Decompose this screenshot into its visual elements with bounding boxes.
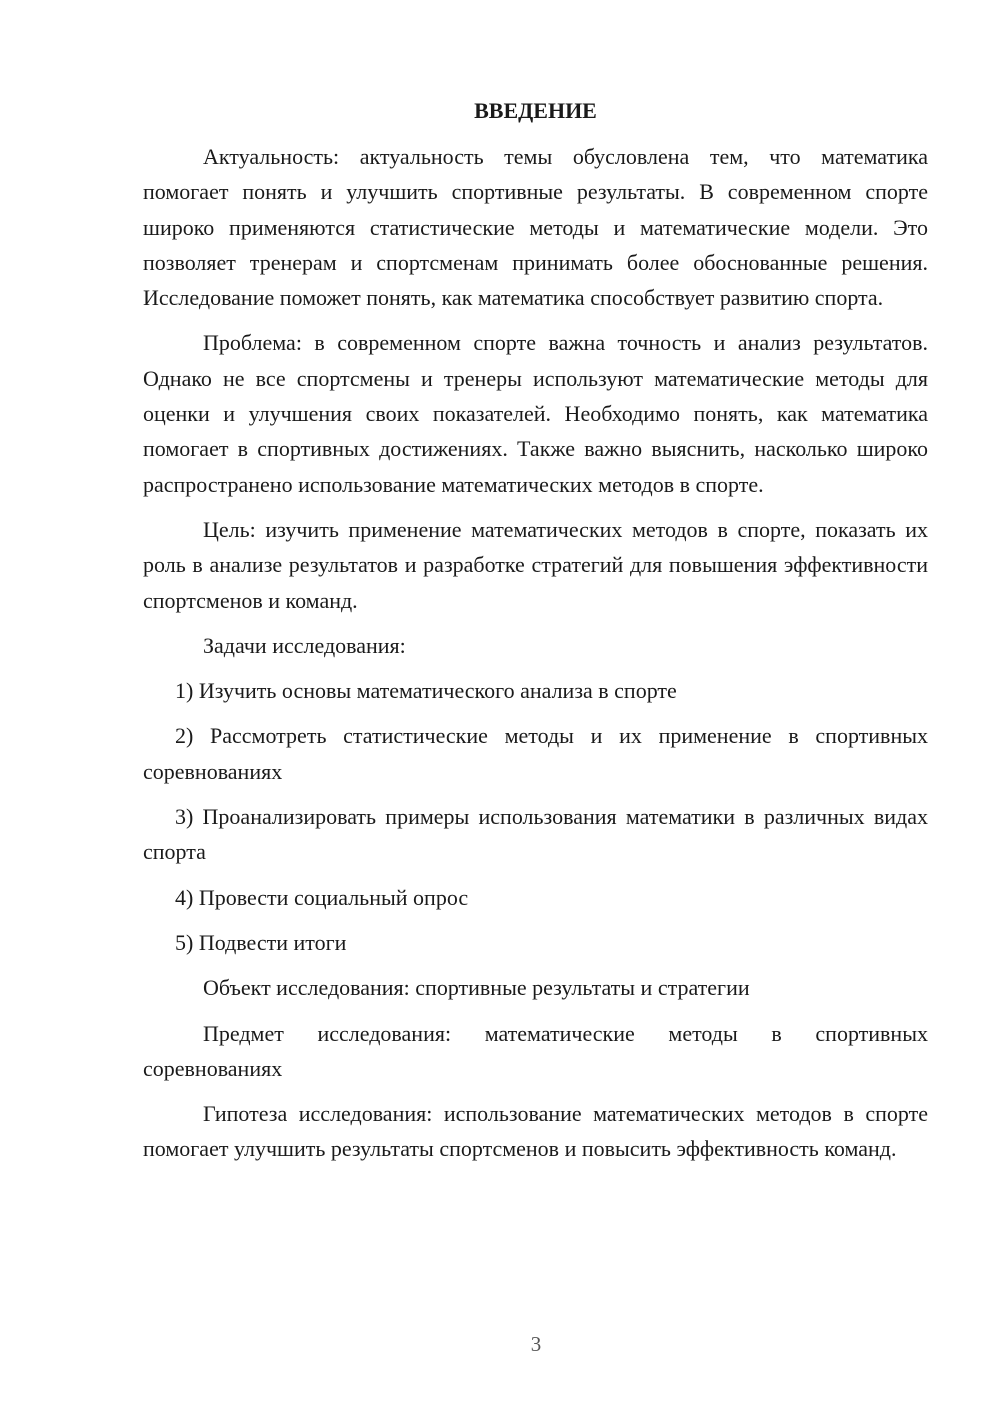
page-number: 3 [530,1332,542,1356]
task-item: 4) Провести социальный опрос [175,884,469,910]
subject-paragraph: Предмет исследования: математические методы в спортивных соревнованиях [143,1020,928,1081]
task-item: 5) Подвести итоги [175,929,347,955]
object-paragraph: Объект исследования: спортивные результаты и стратегии [203,975,750,1001]
hypothesis-paragraph: Гипотеза исследования: использование математических методов в спорте помогает улучшить результаты спортсменов и повысить эффективность команд. [143,1101,928,1162]
section-title: ВВЕДЕНИЕ [474,98,597,123]
relevance-paragraph: Актуальность: актуальность темы обусловлена тем, что математика помогает понять и улучшить спортивные результаты. В современном спорте широко применяются статистические методы и математические модели. Это позволяет тренерам и спортсменам принимать более обоснованные решения. Исследование поможет понять, как математика способствует развитию спорта. [143,144,928,311]
task-item: 1) Изучить основы математического анализа в спорте [175,678,677,704]
problem-paragraph: Проблема: в современном спорте важна точность и анализ результатов. Однако не все спортсмены и тренеры используют математические методы для оценки и улучшения своих показателей. Необходимо понять, как математика помогает в спортивных достижениях. Также важно выяснить, насколько широко распространено использование математических методов в спорте. [143,330,928,497]
task-item: 3) Проанализировать примеры использования математики в различных видах спорта [143,804,928,865]
tasks-heading: Задачи исследования: [203,632,406,658]
task-item: 2) Рассмотреть статистические методы и их применение в спортивных соревнованиях [143,723,928,784]
goal-paragraph: Цель: изучить применение математических методов в спорте, показать их роль в анализе результатов и разработке стратегий для повышения эффективности спортсменов и команд. [143,516,928,613]
document-page [143,93,928,1177]
